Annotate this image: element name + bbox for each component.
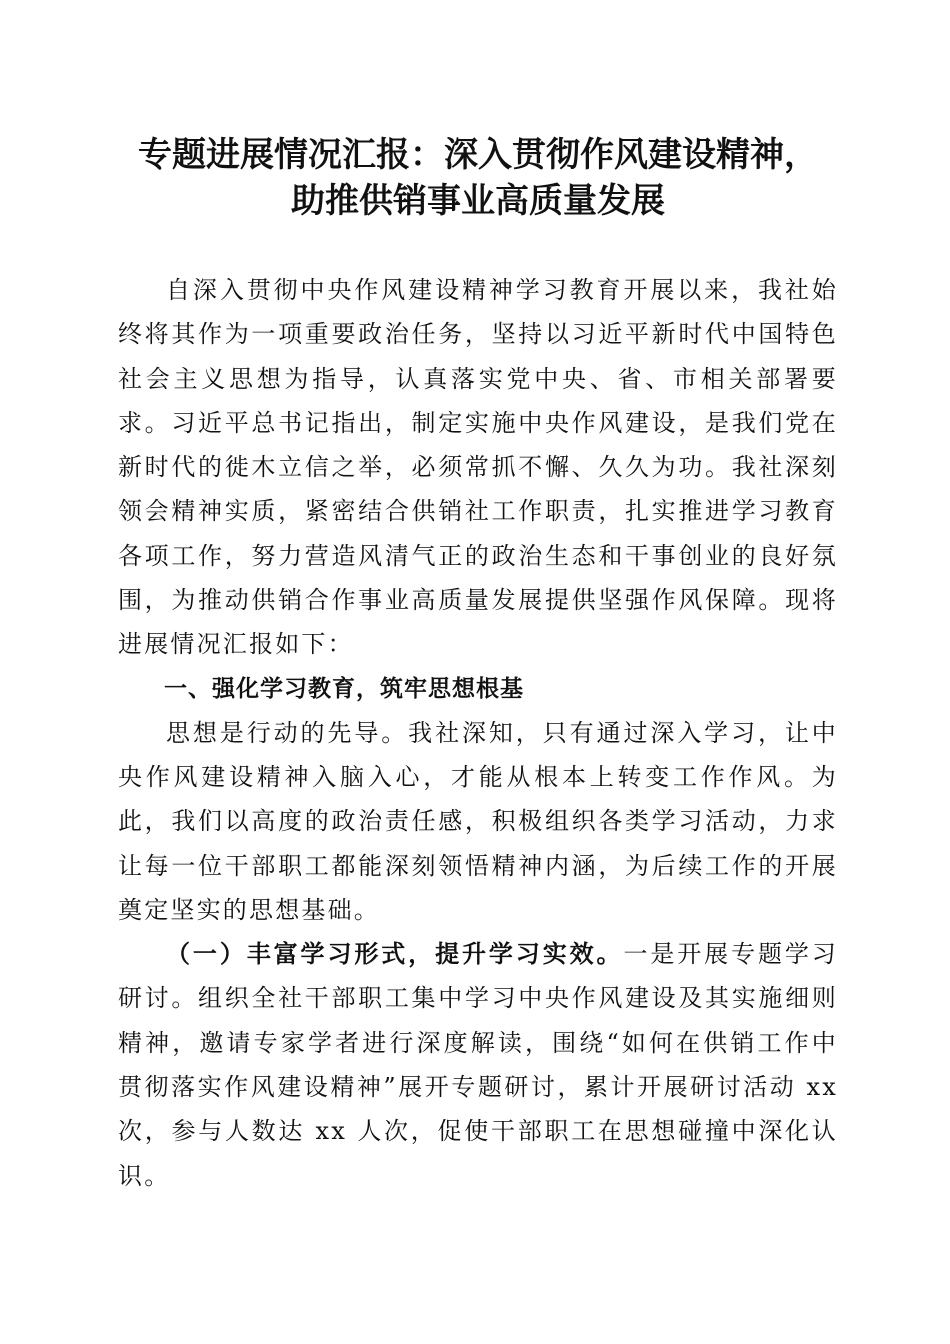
title-line-2: 助推供销事业高质量发展 bbox=[291, 181, 665, 221]
subsection-1-lead: （一）丰富学习形式，提升学习实效。 bbox=[166, 939, 624, 969]
subsection-1-body: 一是开展专题学习研讨。组织全社干部职工集中学习中央作风建设及其实施细则精神，邀请专家学者进行深度解读，围绕“如何在供销工作中贯彻落实作风建设精神”展开专题研讨，累计开展研讨活动 xx 次，参与人数达 xx 人次，促使干部职工在思想碰撞中深化认识。 bbox=[118, 940, 838, 1190]
document-title bbox=[118, 132, 838, 224]
section-1-paragraph: 思想是行动的先导。我社深知，只有通过深入学习，让中央作风建设精神入脑入心，才能从根本上转变工作作风。为此，我们以高度的政治责任感，积极组织各类学习活动，力求让每一位干部职工都能深刻领悟精神内涵，为后续工作的开展奠定坚实的思想基础。 bbox=[118, 718, 838, 924]
document-page bbox=[118, 132, 838, 1198]
title-line-1: 专题进展情况汇报：深入贯彻作风建设精神， bbox=[138, 135, 818, 175]
intro-paragraph: 自深入贯彻中央作风建设精神学习教育开展以来，我社始终将其作为一项重要政治任务，坚持以习近平新时代中国特色社会主义思想为指导，认真落实党中央、省、市相关部署要求。习近平总书记指出，制定实施中央作风建设，是我们党在新时代的徙木立信之举，必须常抓不懈、久久为功。我社深刻领会精神实质，紧密结合供销社工作职责，扎实推进学习教育各项工作，努力营造风清气正的政治生态和干事创业的良好氛围，为推动供销合作事业高质量发展提供坚强作风保障。现将进展情况汇报如下： bbox=[118, 276, 838, 659]
subsection-1-paragraph bbox=[118, 932, 838, 1198]
section-1-heading: 一、强化学习教育，筑牢思想根基 bbox=[164, 675, 524, 702]
